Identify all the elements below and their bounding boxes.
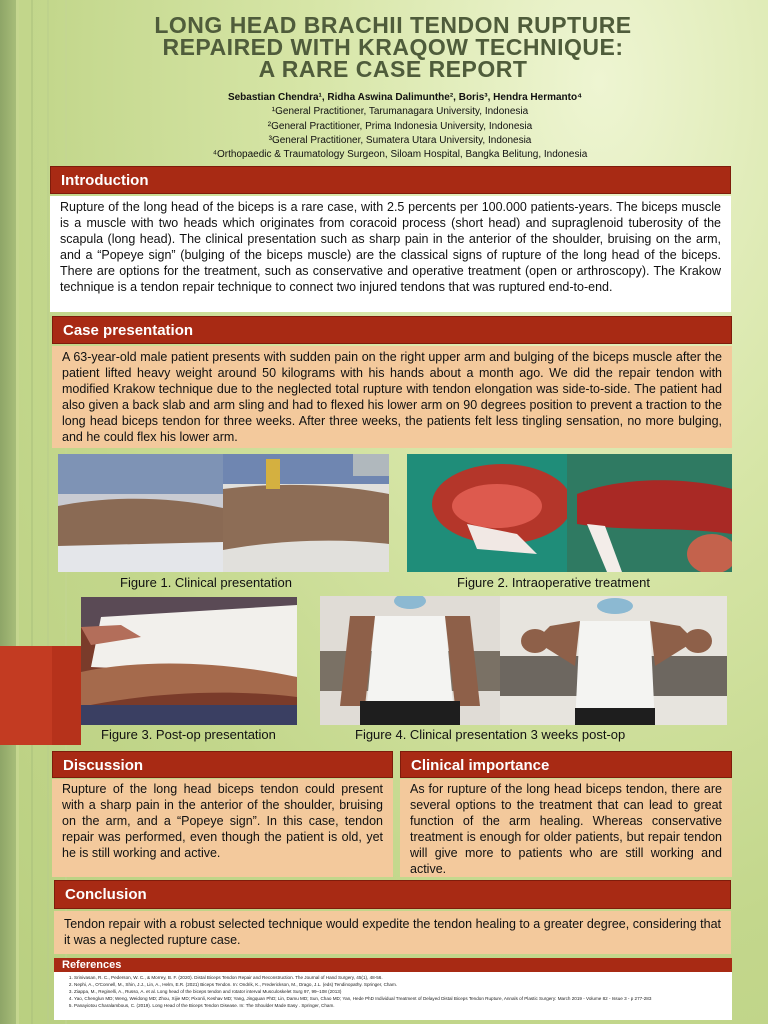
reference-item: 1. Srinivasan, R. C., Pederson, W. C., & Morrey, B. F. (2020). Distal Biceps Tendon Repair and Reconstruction. The Journal of Hand Surgery, 45(1), 48-56. [74,974,724,981]
figure-3-image [81,597,297,725]
clinical-importance-text: As for rupture of the long head biceps tendon, there are several options to the treatment that can lead to great function of the arm healing. Whereas conservative treatment is enough for older patients, but repair tendon will give more to patients who are still working and active. [400,779,732,877]
reference-item: 5. Panayiotou Charalambous, C. (2019). Long Head of the Biceps Tendon Disease. In: The Shoulder Made Easy . Springer, Cham. [74,1002,724,1009]
figure-2-image [407,454,732,572]
figure-1-caption: Figure 1. Clinical presentation [120,575,292,590]
clinical-importance-heading: Clinical importance [400,751,732,778]
affiliation-4: ⁴Orthopaedic & Traumatology Surgeon, Siloam Hospital, Bangka Belitung, Indonesia [212,149,588,160]
references-list [54,972,732,1020]
case-presentation-text: A 63-year-old male patient presents with sudden pain on the right upper arm and bulging of the biceps muscle after the patient lifted heavy weight around 50 kilograms with his hands about a month ago. We did the repair tendon with modified Krakow technique due to the neglected total rupture with tendon elongation was side-to-side. The patient had also given a back slab and arm sling and had to flexed his lower arm on 90 degrees position to prevent a traction to the long head biceps tendon for three weeks. After three weeks, the patients felt less tingling sensation, no more bulging, and he could flex his lower arm. [52,346,732,448]
title-line-1: LONG HEAD BRACHII TENDON RUPTURE [154,12,632,38]
figure-4-caption: Figure 4. Clinical presentation 3 weeks post-op [355,727,626,742]
case-presentation-heading: Case presentation [52,316,732,344]
introduction-heading: Introduction [50,166,731,194]
title-line-3: A RARE CASE REPORT [258,56,528,82]
left-decor-line [16,0,19,1024]
red-decor-tab-inner [0,646,52,745]
affiliation-1: ¹General Practitioner, Tarumanagara University, Indonesia [271,106,529,117]
figure-4-image [320,596,727,725]
affiliation-2: ²General Practitioner, Prima Indonesia University, Indonesia [267,121,533,132]
conclusion-text: Tendon repair with a robust selected technique would expedite the tendon healing to a greater degree, considering that it was a neglected rupture case. [54,911,731,954]
figure-1-image [58,454,389,572]
reference-item: 3. Ziappa, M., Reginelli, A., Russo, A. et al. Long head of the biceps tendon and rotator interval Musculoskelet Surg 97, 99–108 (2013) [74,988,724,995]
reference-item: 4. Yao, Chenglun MD; Weng, Weidong MD; Zhou, Xijie MD; Pixonli, Keshav MD; Yang, Jingquan PhD; Lin, Damu MD; Sun, Chao MD; Yan, Hede PhD Individual Treatment of Delayed Distal Biceps Tendon Rupture, Annals of Plastic Surgery: March 2019 - Volume 82 - Issue 3 - p 277-283 [74,995,724,1002]
figure-2-caption: Figure 2. Intraoperative treatment [457,575,650,590]
introduction-text: Rupture of the long head of the biceps is a rare case, with 2.5 percents per 100.000 patients-years. The biceps muscle is a muscle with two heads which originates from coracoid process (short head) and supraglenoid tuberosity of the scapula (long head). The clinical presentation such as sharp pain in the anterior of the shoulder, bruising on the arm, and a “Popeye sign” (bulging of the biceps muscle) are the classical signs of rupture of the long head of the biceps. There are options for the treatment, such as conservative and operative treatment (open or arthroscopy). The Krakow technique is a tendon repair technique to connect two injured tendons that was ruptured end-to-end. [50,196,731,312]
references-heading: References [54,958,732,972]
left-decor-strip [0,0,16,1024]
figure-3-caption: Figure 3. Post-op presentation [101,727,276,742]
affiliation-3: ³General Practitioner, Sumatera Utara University, Indonesia [268,135,532,146]
poster-title [120,14,666,80]
conclusion-heading: Conclusion [54,880,731,909]
reference-item: 2. Nephi, A., O'Connell, M., Shin, J.J., Lin, A., Helm, E.R. (2021) Biceps Tendon. In: Ondrik, K., Frederickson, M., Drago, J.L. (eds) Tendinopathy. Springer, Cham. [74,981,724,988]
authors: Sebastian Chendra¹, Ridha Aswina Dalimunthe², Boris³, Hendra Hermanto⁴ [227,92,583,103]
discussion-text: Rupture of the long head biceps tendon could present with a sharp pain in the anterior of the shoulder, bruising on the arm, and a “Popeye sign”. In this case, tendon repair was performed, even though the patient is old, yet he is still working and active. [52,779,393,877]
title-line-2: REPAIRED WITH KRAQOW TECHNIQUE: [162,34,624,60]
discussion-heading: Discussion [52,751,393,778]
